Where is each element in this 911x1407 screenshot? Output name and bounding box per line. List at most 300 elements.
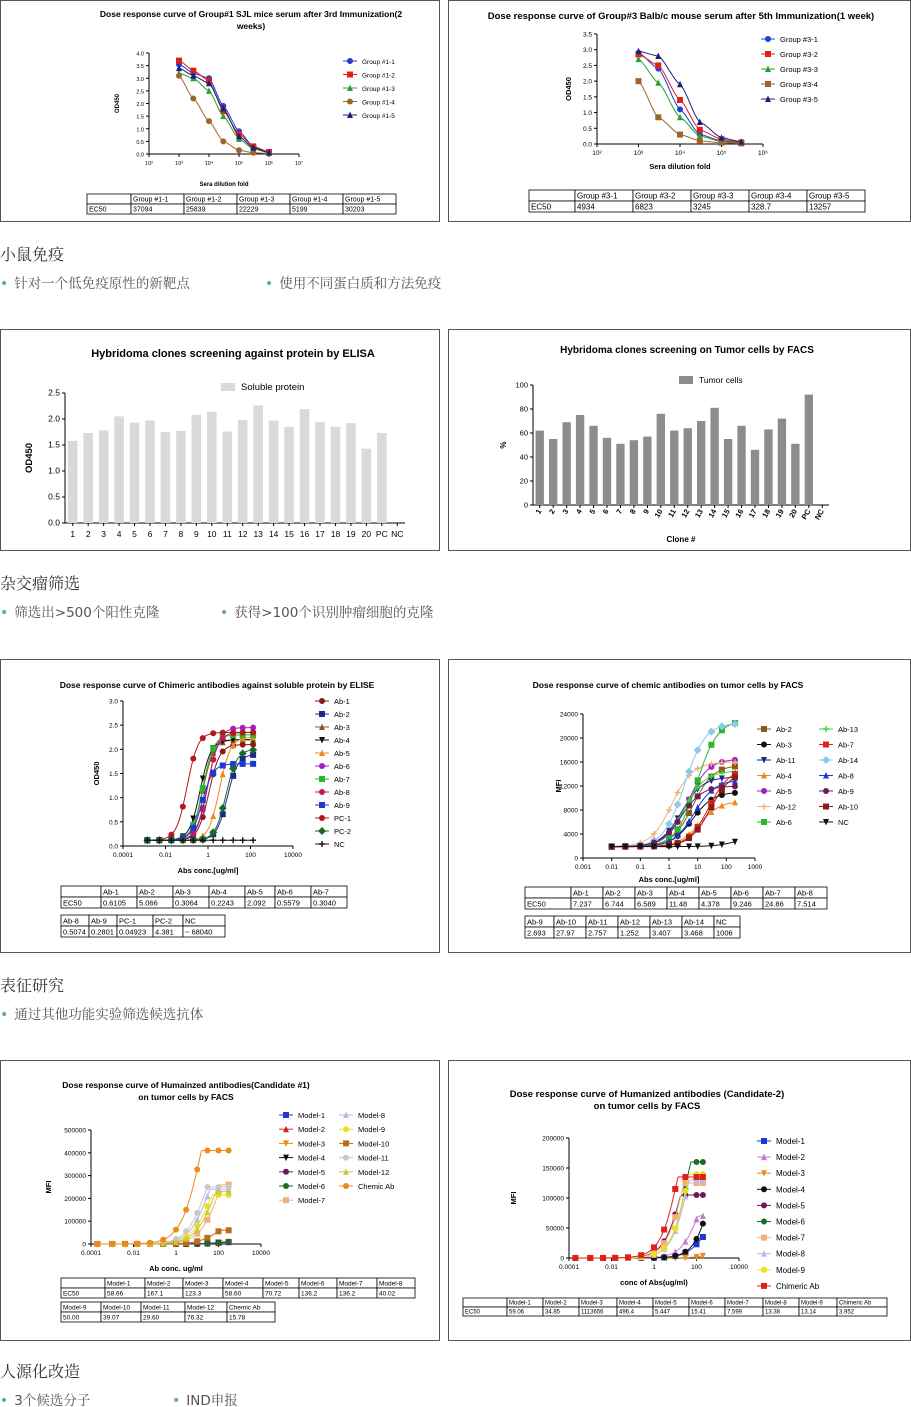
legend-label: Group #3-1	[780, 35, 818, 44]
data-point	[220, 730, 226, 736]
table-cell-text: Chemic Ab	[229, 1304, 261, 1312]
table-cell-text: 2.693	[527, 928, 546, 938]
legend-label: Group #1-2	[362, 72, 395, 80]
bar	[192, 415, 202, 523]
x-tick-label: NC	[812, 507, 827, 522]
legend-label: Model-7	[298, 1196, 326, 1206]
table-cell-text: Ab-11	[588, 917, 608, 927]
bullet-text: 通过其他功能实验筛选候选抗体	[14, 1007, 204, 1023]
data-point	[661, 1245, 667, 1251]
table-cell-text: Model-8	[765, 1300, 787, 1307]
data-point	[190, 756, 196, 762]
bar	[549, 439, 557, 505]
x-tick-label: 15	[284, 529, 294, 539]
data-point	[651, 1244, 657, 1250]
legend-label: Ab-2	[334, 710, 350, 719]
legend	[315, 697, 351, 849]
y-tick-label: 2.0	[136, 102, 144, 108]
legend-label: Ab-9	[334, 801, 350, 810]
ec50-table	[61, 886, 347, 908]
table-cell-text: 6.589	[637, 899, 656, 909]
x-tick-label: 10²	[145, 161, 153, 167]
legend	[761, 35, 818, 104]
data-point	[220, 837, 226, 843]
y-tick-label: 1.0	[582, 110, 592, 118]
table-cell-text: Ab-5	[701, 888, 717, 898]
data-point	[204, 1184, 210, 1190]
data-point	[250, 761, 256, 767]
table-cell-text: Ab-1	[573, 888, 589, 898]
x-tick-label: 1	[206, 852, 210, 859]
data-point	[176, 73, 182, 79]
legend-marker	[823, 788, 829, 794]
table-cell-text: Model-8	[379, 1280, 403, 1288]
data-point	[636, 78, 642, 84]
data-point	[216, 1148, 222, 1154]
legend-marker	[761, 1283, 767, 1289]
y-axis-label: OD450	[24, 442, 35, 474]
chart-panel-facs-screening	[448, 329, 911, 551]
x-tick-label: 7	[163, 529, 168, 539]
table-cell-text: Group #3-5	[809, 191, 850, 201]
chart-title: Dose response curve of Group#1 SJL mice serum after 3rd Immunization(2	[99, 9, 403, 19]
bars	[534, 395, 827, 522]
table-cell	[87, 194, 131, 204]
table-cell-text: Model-7	[339, 1280, 363, 1288]
x-tick-label: 17	[746, 507, 759, 520]
legend-marker	[761, 1267, 767, 1273]
table-cell-text: 29.60	[143, 1314, 160, 1322]
x-tick-label: 100	[245, 852, 256, 859]
table-cell-text: 167.1	[147, 1290, 164, 1298]
data-point	[216, 1228, 222, 1234]
data-point	[651, 1252, 657, 1258]
data-point	[682, 1249, 688, 1255]
table-cell-text: 13.14	[801, 1309, 817, 1316]
chart-title: on tumor cells by FACS	[593, 1101, 701, 1112]
legend-label: Group #3-4	[780, 80, 818, 89]
legend-label: Model-7	[776, 1233, 805, 1243]
table-cell-text: Ab-6	[733, 888, 749, 898]
series-ab-3	[609, 790, 738, 850]
y-tick-label: 1.0	[48, 465, 60, 476]
plot-area	[636, 48, 745, 147]
table-cell-text: Model-3	[581, 1300, 603, 1307]
legend-marker	[318, 827, 326, 835]
data-point	[200, 785, 206, 791]
table-cell-text: 22229	[239, 206, 259, 214]
table-cell-text: 0.3040	[313, 898, 336, 908]
table-cell-text: Model-2	[147, 1280, 171, 1288]
x-tick-label: 1	[652, 1264, 656, 1271]
data-point	[700, 1234, 706, 1240]
bar	[536, 431, 544, 505]
ec50-table	[525, 916, 740, 938]
legend-label: Model-3	[298, 1139, 326, 1149]
legend-marker	[283, 1183, 289, 1189]
legend-label: Ab-6	[334, 762, 350, 771]
legend-marker	[319, 763, 325, 769]
legend-marker	[823, 804, 829, 810]
y-tick-label: 3.0	[108, 698, 118, 706]
y-tick-label: 150000	[542, 1165, 564, 1173]
x-tick-label: PC	[375, 529, 388, 539]
y-tick-label: 0	[560, 1255, 564, 1263]
y-axis-label: MFI	[554, 779, 563, 793]
y-tick-label: 0.5	[136, 139, 144, 146]
x-tick-label: 1000	[747, 864, 763, 871]
legend-marker	[823, 742, 829, 748]
bullet-item	[172, 1389, 238, 1407]
x-tick-label: 1	[667, 864, 671, 871]
x-tick-label: 1	[70, 529, 76, 539]
table-cell-text: 15.78	[229, 1314, 246, 1322]
data-point	[236, 147, 242, 153]
y-tick-label: 20000	[559, 735, 578, 743]
legend-label: Model-11	[358, 1153, 389, 1163]
data-point	[216, 1240, 222, 1246]
bar	[315, 422, 325, 523]
x-tick-label: 10000	[283, 852, 303, 859]
table-cell-text: Group #3-1	[577, 191, 618, 201]
y-tick-label: 0.5	[582, 125, 592, 133]
bullet-dot-icon: •	[0, 605, 9, 621]
x-tick-label: 10⁷	[294, 161, 304, 167]
bullet-item	[0, 1003, 203, 1023]
bar	[161, 432, 171, 523]
data-point	[694, 746, 702, 754]
table-cell-text: 6.744	[605, 899, 624, 909]
y-tick-label: 16000	[559, 759, 578, 767]
bar	[630, 440, 638, 505]
legend-label: Group #3-2	[780, 50, 818, 59]
x-tick-label: NC	[391, 529, 404, 539]
data-point	[695, 827, 701, 833]
data-point	[694, 1174, 700, 1180]
data-point	[686, 835, 692, 841]
table-cell-text: Model-9	[63, 1304, 87, 1312]
bar	[346, 423, 356, 523]
table-cell-text: 4934	[577, 202, 595, 212]
legend-label: Ab-8	[334, 788, 350, 797]
bar	[331, 427, 341, 523]
x-tick-label: 10	[694, 864, 702, 871]
x-tick-label: 10	[652, 507, 665, 520]
table-cell-text: Model-10	[103, 1304, 131, 1312]
series-curve	[97, 1151, 230, 1245]
legend-label: Tumor cells	[699, 375, 743, 385]
x-tick-label: 0.1	[635, 864, 645, 871]
data-point	[697, 127, 703, 133]
data-point	[190, 95, 196, 101]
legend-label: Ab-12	[776, 802, 797, 812]
chart-title: Dose response curve of chemic antibodies on tumor cells by FACS	[532, 680, 804, 690]
bar	[207, 412, 217, 523]
bar	[643, 437, 651, 505]
legend-label: Model-4	[776, 1185, 805, 1195]
table-cell-text: Model-4	[225, 1280, 249, 1288]
table-cell-text: 5.066	[139, 898, 158, 908]
x-tick-label: 10³	[175, 161, 183, 167]
data-point	[250, 729, 256, 735]
data-point	[226, 1148, 232, 1154]
table-cell-text: 13257	[809, 202, 832, 212]
chart-title: weeks)	[236, 21, 266, 31]
table-cell-text: 7.237	[573, 899, 592, 909]
series-ab-13	[609, 769, 738, 850]
series-curve	[639, 53, 740, 142]
table-cell-text: EC50	[531, 202, 552, 212]
bars	[68, 405, 403, 539]
table-cell	[525, 887, 571, 898]
data-point	[612, 1255, 618, 1261]
data-point	[672, 1186, 678, 1192]
y-tick-label: 2.0	[108, 746, 118, 754]
legend-marker	[319, 841, 325, 847]
series-curve	[639, 51, 740, 141]
legend-label: Model-5	[776, 1201, 805, 1211]
axes	[92, 699, 302, 876]
table-cell-text: 4.381	[155, 927, 174, 937]
data-point	[672, 1214, 678, 1220]
data-point	[625, 1254, 631, 1260]
y-tick-label: 100000	[64, 1218, 86, 1226]
legend-label: Model-6	[298, 1182, 326, 1191]
data-point	[230, 837, 236, 843]
x-tick-label: 0.01	[605, 864, 618, 871]
x-tick-label: 0.01	[605, 1264, 618, 1271]
x-axis-label: Sera dilution fold	[649, 162, 711, 171]
legend-label: Model-9	[776, 1265, 805, 1275]
x-tick-label: 0.01	[159, 852, 172, 859]
data-point	[206, 87, 212, 94]
bar	[778, 419, 786, 505]
legend-marker	[319, 698, 325, 704]
legend-label: Model-8	[358, 1111, 386, 1120]
table-cell-text: 3245	[693, 202, 711, 212]
chart-title: Dose response curve of Humanized antibodies (Candidate-2)	[509, 1089, 785, 1100]
bar	[684, 428, 692, 505]
legend-label: PC-2	[334, 827, 352, 836]
table-cell-text: Ab-4	[211, 887, 227, 897]
x-tick-label: 9	[193, 529, 199, 539]
bullet-dot-icon: •	[172, 1393, 181, 1407]
bar	[222, 431, 232, 523]
x-tick-label: 1	[174, 1250, 178, 1257]
chart-title: Dose response curve of Chimeric antibodies against soluble protein by ELISE	[59, 680, 375, 690]
x-tick-label: 13	[253, 529, 263, 539]
table-cell-text: 5.447	[655, 1309, 671, 1316]
table-cell-text: EC50	[89, 206, 107, 214]
table-cell-text: 4.378	[701, 899, 720, 909]
series-group-3-2	[636, 51, 745, 145]
legend-label: Ab-5	[334, 749, 350, 758]
data-point	[572, 1255, 578, 1261]
data-point	[677, 106, 683, 112]
table-cell	[463, 1298, 507, 1307]
x-tick-label: 8	[178, 529, 184, 539]
y-axis-label: MFI	[44, 1180, 53, 1194]
data-point	[700, 1174, 706, 1180]
legend-label: Ab-2	[776, 725, 792, 734]
table-cell-text: Model-2	[545, 1300, 567, 1307]
table-cell-text: 30203	[345, 206, 365, 214]
legend-marker	[347, 58, 353, 64]
data-point	[204, 1148, 210, 1154]
data-point	[204, 1217, 210, 1223]
data-point	[210, 770, 216, 776]
table-cell-text: 39.07	[103, 1314, 120, 1322]
data-point	[638, 1252, 644, 1258]
chart-panel-humanized-2	[448, 1060, 911, 1341]
plot-area	[94, 1148, 231, 1248]
y-tick-label: 2.0	[48, 413, 60, 424]
axes	[44, 1128, 270, 1274]
y-tick-label: 100000	[542, 1195, 564, 1203]
y-axis-label: OD450	[92, 761, 101, 786]
y-tick-label: 2.5	[48, 387, 60, 398]
table-cell-text: 7.514	[797, 899, 816, 909]
legend-label: NC	[334, 840, 345, 849]
data-point	[226, 1239, 232, 1245]
x-tick-label: 16	[733, 507, 746, 520]
legend-label: Chemic Ab	[358, 1182, 395, 1191]
data-point	[200, 735, 206, 741]
table-cell-text: Ab-13	[652, 917, 673, 927]
bar	[737, 426, 745, 505]
data-point	[695, 765, 701, 771]
x-axis-label: Abs conc.[ug/ml]	[638, 875, 700, 884]
x-tick-label: 100	[720, 864, 732, 871]
legend-label: Model-2	[298, 1125, 326, 1135]
table-cell	[61, 1278, 105, 1288]
legend-label: Model-12	[358, 1167, 390, 1177]
x-tick-label: 11	[222, 529, 232, 539]
legend-label: Ab-6	[776, 818, 792, 827]
data-point	[210, 813, 216, 820]
legend-label: Model-2	[776, 1153, 805, 1163]
bullet-item	[0, 601, 159, 621]
data-point	[661, 1227, 667, 1233]
table-cell-text: 13.38	[765, 1309, 781, 1316]
legend-marker	[319, 802, 325, 808]
y-tick-label: 0	[574, 855, 578, 863]
y-tick-label: 1.5	[48, 439, 60, 450]
y-tick-label: 400000	[64, 1150, 86, 1158]
legend-label: Ab-3	[776, 740, 792, 750]
bullet-dot-icon: •	[0, 1393, 9, 1407]
series-curve	[639, 54, 740, 142]
y-tick-label: 300000	[64, 1173, 86, 1181]
table-cell-text: 136.2	[301, 1290, 318, 1298]
table-cell-text: Ab-9	[91, 916, 107, 926]
legend-marker	[319, 711, 325, 717]
bar	[603, 438, 611, 505]
data-point	[719, 787, 725, 793]
y-tick-label: 80	[519, 404, 528, 414]
bar	[805, 395, 813, 505]
y-tick-label: 0.5	[48, 491, 60, 502]
data-point	[694, 1159, 700, 1165]
table-cell-text: Ab-4	[669, 888, 685, 898]
data-point	[194, 1166, 200, 1172]
chart-elisa-svg	[1, 330, 439, 550]
x-axis-label: Sera dilution fold	[199, 182, 249, 188]
y-tick-label: 4000	[563, 831, 578, 839]
x-tick-label: 100	[213, 1250, 224, 1257]
table-cell-text: Group #1-2	[186, 196, 222, 204]
data-point	[732, 799, 738, 806]
ec50-table	[87, 194, 396, 214]
table-cell-text: 11.48	[669, 899, 688, 909]
bar	[300, 409, 310, 523]
series-ab-9	[144, 761, 256, 843]
table-cell-text: EC50	[63, 1290, 80, 1298]
y-tick-label: 60	[519, 428, 528, 438]
legend-marker	[761, 726, 767, 732]
x-tick-label: 5	[587, 507, 598, 516]
legend-marker	[347, 72, 353, 78]
data-point	[204, 1241, 210, 1247]
data-point	[210, 837, 216, 843]
legend-label: Model-5	[298, 1167, 326, 1177]
table-cell-text: EC50	[63, 898, 82, 908]
legend-marker	[319, 776, 325, 782]
bullet-text: IND申报	[186, 1393, 238, 1407]
bullet-text: 针对一个低免疫原性的新靶点	[14, 276, 190, 292]
bar	[114, 416, 124, 523]
ec50-table	[61, 1278, 415, 1298]
table-cell-text: 6823	[635, 202, 653, 212]
legend-label: Ab-4	[776, 771, 792, 781]
bullet-text: 获得>100个识别肿瘤细胞的克隆	[234, 605, 434, 621]
y-tick-label: 200000	[542, 1135, 564, 1143]
legend-marker	[765, 51, 771, 57]
x-tick-label: 10	[207, 529, 217, 539]
table-cell-text: 70.72	[265, 1290, 282, 1298]
legend-marker	[823, 726, 829, 732]
x-tick-label: 12	[237, 529, 248, 539]
data-point	[677, 81, 683, 88]
legend	[757, 725, 858, 827]
table-cell-text: 9.246	[733, 899, 752, 909]
data-point	[94, 1241, 100, 1247]
table-cell-text: 0.3064	[175, 898, 198, 908]
table-cell-text: Model-5	[265, 1280, 289, 1288]
y-tick-label: 1.5	[108, 771, 118, 778]
chart-panel-group1	[0, 0, 440, 222]
table-cell-text: Ab-8	[63, 916, 79, 926]
legend-label: Ab-5	[776, 787, 792, 796]
y-tick-label: 0	[523, 500, 528, 510]
legend-label: Model-4	[298, 1153, 326, 1163]
data-point	[220, 748, 226, 754]
x-tick-label: 2	[85, 529, 91, 539]
x-tick-label: 10⁵	[716, 150, 727, 157]
y-tick-label: 2.5	[108, 722, 118, 730]
x-axis-label: Clone #	[666, 535, 696, 544]
table-cell-text: 0.2243	[211, 898, 234, 908]
data-point	[708, 742, 714, 748]
legend-marker	[343, 1140, 349, 1146]
bullet-text: 3个候选分子	[14, 1393, 91, 1407]
legend-marker	[822, 756, 830, 764]
legend-label: Model-3	[776, 1169, 805, 1179]
data-point	[682, 1174, 688, 1180]
chart-humanized2-svg	[449, 1061, 910, 1340]
data-point	[240, 837, 246, 843]
ec50-table	[525, 887, 827, 909]
